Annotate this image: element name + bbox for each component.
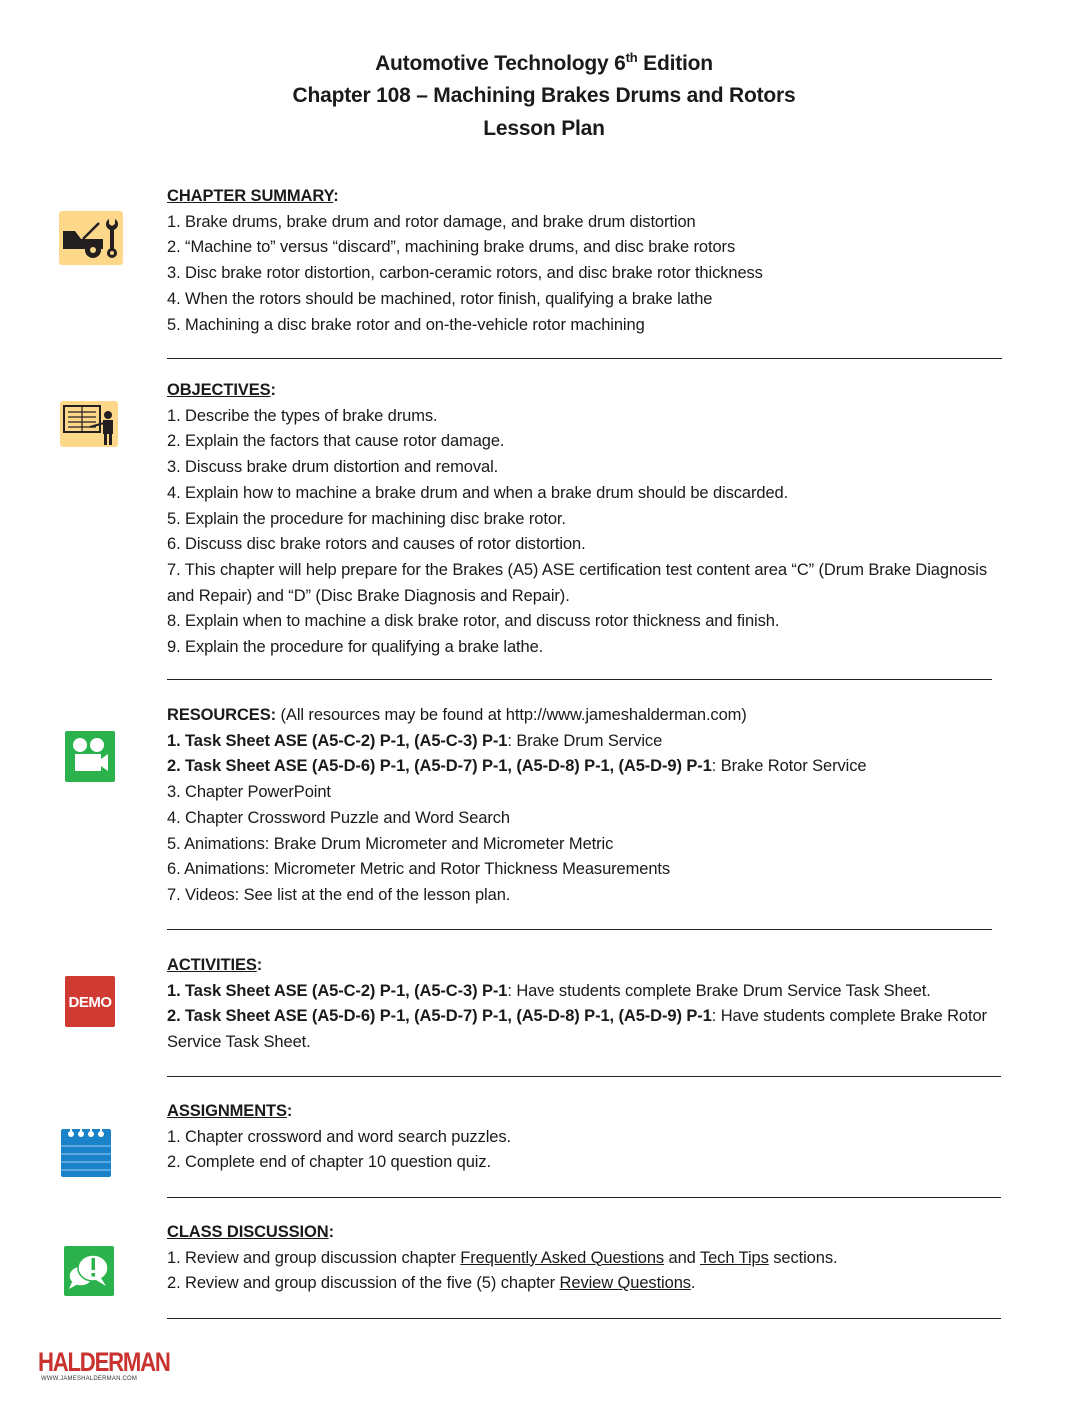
list-item: 6. Animations: Micrometer Metric and Rotor Thickness Measurements bbox=[167, 860, 671, 879]
video-camera-icon bbox=[65, 731, 115, 787]
section-divider bbox=[167, 1197, 1001, 1198]
section-heading bbox=[167, 378, 997, 404]
list-item: 3. Discuss brake drum distortion and removal. bbox=[167, 458, 499, 477]
list-item: 1. Describe the types of brake drums. bbox=[167, 406, 438, 425]
section-objectives bbox=[167, 378, 997, 661]
list-item bbox=[167, 729, 866, 755]
heading-text: ASSIGNMENTS bbox=[167, 1102, 287, 1120]
list-item bbox=[167, 1246, 837, 1272]
logo-url: WWW.JAMESHALDERMAN.COM bbox=[41, 1376, 138, 1382]
list-item bbox=[167, 1271, 837, 1297]
section-heading bbox=[167, 703, 866, 729]
item-text: : Brake Rotor Service bbox=[711, 757, 867, 776]
notepad-icon bbox=[61, 1126, 111, 1182]
heading-colon: : bbox=[270, 706, 277, 724]
task-sheet-code: 2. Task Sheet ASE (A5-D-6) P-1, (A5-D-7) P-1, (A5-D-8) P-1, (A5-D-9) P-1 bbox=[167, 1007, 712, 1026]
task-sheet-code: 2. Task Sheet ASE (A5-D-6) P-1, (A5-D-7) P-1, (A5-D-8) P-1, (A5-D-9) P-1 bbox=[167, 757, 712, 776]
item-text: : Brake Drum Service bbox=[507, 731, 663, 750]
presenter-board-icon bbox=[60, 401, 118, 452]
item-text: : Have students complete Brake Rotor Service Task Sheet. bbox=[167, 1007, 987, 1052]
list-item: 3. Disc brake rotor distortion, carbon-ceramic rotors, and disc brake rotor thickness bbox=[167, 264, 763, 283]
item-text: 1. Review and group discussion chapter bbox=[167, 1248, 461, 1267]
item-text: : Have students complete Brake Drum Service Task Sheet. bbox=[507, 981, 931, 1000]
section-resources bbox=[167, 703, 866, 909]
tech-tips-link[interactable]: Tech Tips bbox=[699, 1248, 769, 1267]
heading-colon: : bbox=[286, 1102, 293, 1120]
heading-colon: : bbox=[270, 381, 276, 399]
list-item: 2. Explain the factors that cause rotor damage. bbox=[167, 432, 505, 451]
logo-name: HALDERMAN bbox=[38, 1347, 170, 1377]
list-item: 7. This chapter will help prepare for the Brakes (A5) ASE certification test content area “C” (Drum Brake Diagnosis and Repair) and “D” (Disc Brake Diagnosis and Repair). bbox=[167, 560, 987, 605]
chapter-title: Chapter 108 – Machining Brakes Drums and Rotors bbox=[292, 84, 796, 107]
list-item: 4. Explain how to machine a brake drum and when a brake drum should be discarded. bbox=[167, 483, 789, 502]
section-heading bbox=[167, 1099, 511, 1125]
heading-text: CHAPTER SUMMARY bbox=[167, 187, 334, 205]
section-assignments bbox=[167, 1099, 511, 1176]
title-text-end: Edition bbox=[637, 52, 713, 75]
heading-text: CLASS DISCUSSION bbox=[167, 1223, 329, 1241]
section-heading bbox=[167, 1220, 837, 1246]
heading-note: (All resources may be found at http://www.jameshalderman.com) bbox=[276, 706, 747, 724]
item-text: 2. Review and group discussion of the five (5) chapter bbox=[167, 1274, 560, 1293]
list-item: 1. Chapter crossword and word search puzzles. bbox=[167, 1127, 511, 1146]
section-class-discussion bbox=[167, 1220, 837, 1297]
heading-colon: : bbox=[328, 1223, 334, 1241]
lesson-plan-title: Lesson Plan bbox=[483, 117, 605, 140]
faq-link[interactable]: Frequently Asked Questions bbox=[460, 1248, 665, 1267]
car-repair-wrench-icon bbox=[59, 211, 123, 270]
title-text: Automotive Technology 6 bbox=[375, 52, 626, 75]
list-item: 5. Explain the procedure for machining disc brake rotor. bbox=[167, 509, 566, 528]
title-superscript: th bbox=[625, 50, 638, 65]
section-heading bbox=[167, 184, 763, 210]
item-text: sections. bbox=[768, 1248, 838, 1267]
halderman-logo bbox=[38, 1347, 170, 1382]
item-text: and bbox=[664, 1248, 700, 1267]
section-divider bbox=[167, 1076, 1001, 1077]
section-divider bbox=[167, 358, 1002, 359]
list-item: 4. When the rotors should be machined, rotor finish, qualifying a brake lathe bbox=[167, 289, 713, 308]
list-item: 9. Explain the procedure for qualifying a brake lathe. bbox=[167, 638, 544, 657]
section-heading bbox=[167, 953, 997, 979]
list-item bbox=[167, 979, 997, 1005]
heading-colon: : bbox=[256, 956, 263, 974]
heading-text: OBJECTIVES bbox=[167, 381, 271, 399]
demo-badge-icon bbox=[65, 976, 115, 1032]
section-activities bbox=[167, 953, 997, 1056]
task-sheet-code: 1. Task Sheet ASE (A5-C-2) P-1, (A5-C-3) P-1 bbox=[167, 981, 508, 1000]
list-item bbox=[167, 754, 866, 780]
list-item: 4. Chapter Crossword Puzzle and Word Search bbox=[167, 808, 510, 827]
document-title bbox=[0, 48, 1088, 80]
list-item: 5. Machining a disc brake rotor and on-the-vehicle rotor machining bbox=[167, 315, 645, 334]
heading-colon: : bbox=[333, 187, 339, 205]
list-item: 1. Brake drums, brake drum and rotor damage, and brake drum distortion bbox=[167, 212, 696, 231]
list-item: 3. Chapter PowerPoint bbox=[167, 783, 331, 802]
heading-text: ACTIVITIES bbox=[167, 956, 257, 974]
section-chapter-summary bbox=[167, 184, 763, 338]
svg-text:DEMO: DEMO bbox=[68, 994, 112, 1011]
review-questions-link[interactable]: Review Questions bbox=[559, 1274, 691, 1293]
chat-bubbles-icon bbox=[64, 1246, 114, 1301]
task-sheet-code: 1. Task Sheet ASE (A5-C-2) P-1, (A5-C-3) P-1 bbox=[167, 731, 508, 750]
section-divider bbox=[167, 929, 992, 930]
list-item: 2. “Machine to” versus “discard”, machining brake drums, and disc brake rotors bbox=[167, 238, 736, 257]
item-text: . bbox=[690, 1274, 696, 1293]
list-item: 7. Videos: See list at the end of the lesson plan. bbox=[167, 885, 511, 904]
section-divider bbox=[167, 1318, 1001, 1319]
section-divider bbox=[167, 679, 992, 680]
list-item: 6. Discuss disc brake rotors and causes of rotor distortion. bbox=[167, 535, 586, 554]
list-item bbox=[167, 1004, 997, 1055]
heading-text: RESOURCES bbox=[167, 706, 271, 724]
list-item: 8. Explain when to machine a disk brake rotor, and discuss rotor thickness and finish. bbox=[167, 612, 780, 631]
list-item: 2. Complete end of chapter 10 question quiz. bbox=[167, 1153, 491, 1172]
list-item: 5. Animations: Brake Drum Micrometer and Micrometer Metric bbox=[167, 834, 614, 853]
